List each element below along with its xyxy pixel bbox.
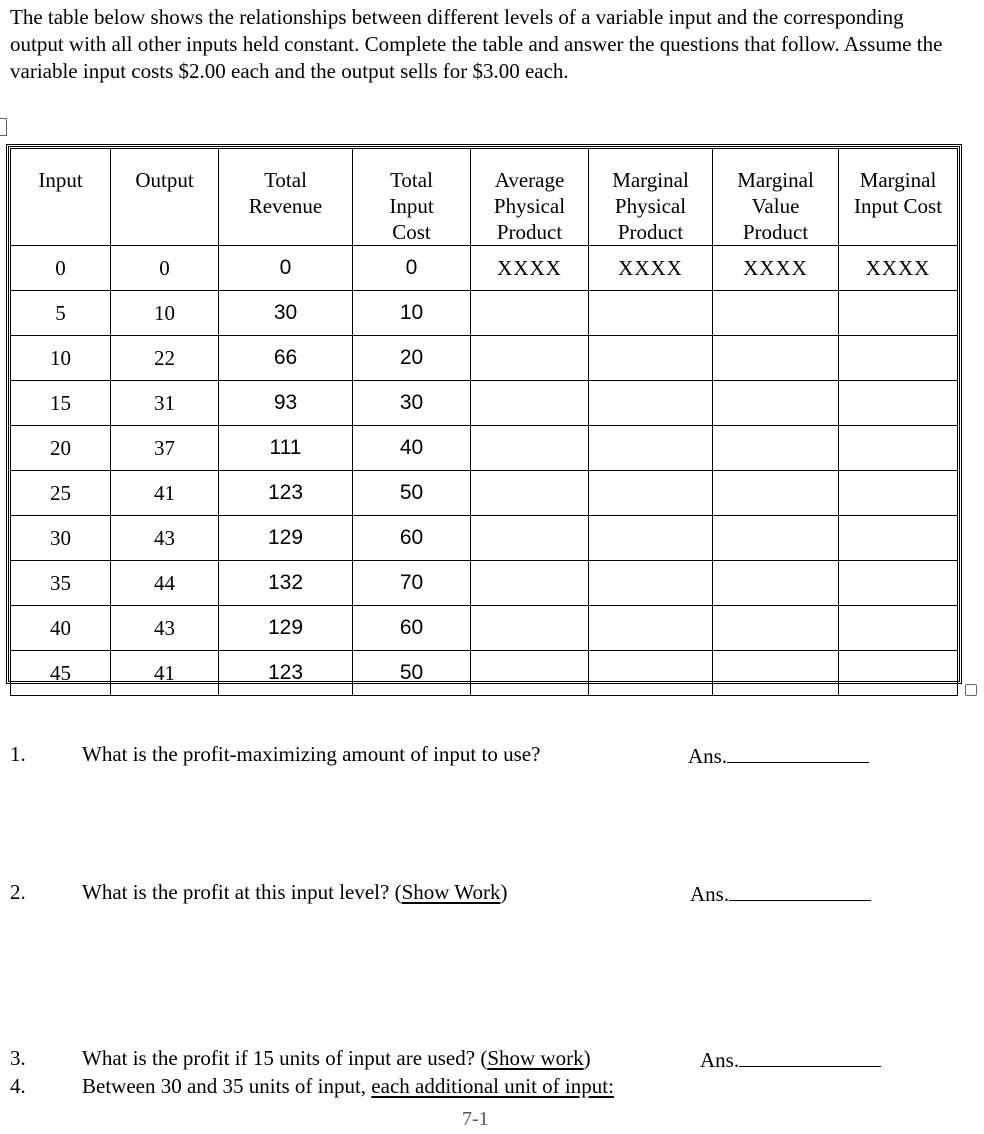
table-cell: 0 <box>11 246 111 291</box>
table-cell: 30 <box>353 381 471 426</box>
table-cell: 31 <box>111 381 219 426</box>
table-cell: 129 <box>219 606 353 651</box>
table-cell: 43 <box>111 516 219 561</box>
question-number: 4. <box>10 1074 26 1098</box>
question-text-part: Between 30 and 35 units of input, <box>82 1074 372 1098</box>
table-cell: 10 <box>111 291 219 336</box>
table-cell: 0 <box>219 246 353 291</box>
question-text <box>82 880 507 905</box>
table-row <box>11 471 958 516</box>
table-cell: 132 <box>219 561 353 606</box>
blank-answer-cell[interactable] <box>713 426 839 471</box>
blank-answer-cell[interactable] <box>839 516 958 561</box>
blank-answer-cell[interactable] <box>839 426 958 471</box>
blank-answer-cell[interactable] <box>839 606 958 651</box>
table-cell: 129 <box>219 516 353 561</box>
answer-label: Ans. <box>688 744 728 768</box>
table-cell: XXXX <box>713 246 839 291</box>
blank-answer-cell[interactable] <box>839 471 958 516</box>
blank-answer-cell[interactable] <box>713 606 839 651</box>
column-header: Marginal Input Cost <box>839 149 958 246</box>
question-text-part: ) <box>583 1046 591 1070</box>
blank-answer-cell[interactable] <box>589 516 713 561</box>
column-header: Total Revenue <box>219 149 353 246</box>
table-cell: 35 <box>11 561 111 606</box>
input-output-table <box>6 144 962 684</box>
table-cell: 5 <box>11 291 111 336</box>
column-header: Input <box>11 149 111 246</box>
text-cursor-marker <box>0 118 7 136</box>
blank-answer-cell[interactable] <box>589 561 713 606</box>
table-row <box>11 246 958 291</box>
blank-answer-cell[interactable] <box>839 651 958 696</box>
blank-answer-cell[interactable] <box>589 336 713 381</box>
table-cell: 111 <box>219 426 353 471</box>
table-row <box>11 291 958 336</box>
blank-answer-cell[interactable] <box>471 561 589 606</box>
table-cell: 10 <box>11 336 111 381</box>
table-cell: 123 <box>219 651 353 696</box>
table-cell: 37 <box>111 426 219 471</box>
question-text-part: each additional unit of input: <box>371 1074 614 1098</box>
answer-field[interactable] <box>688 742 869 769</box>
table-resize-handle[interactable] <box>965 684 977 696</box>
blank-answer-cell[interactable] <box>713 516 839 561</box>
table-cell: 40 <box>353 426 471 471</box>
answer-blank[interactable] <box>739 1046 881 1067</box>
question-text-part: What is the profit if 15 units of input are used? ( <box>82 1046 488 1070</box>
table-cell: 66 <box>219 336 353 381</box>
question-text-part: What is the profit at this input level? ( <box>82 880 402 904</box>
answer-field[interactable] <box>700 1046 881 1073</box>
blank-answer-cell[interactable] <box>589 426 713 471</box>
table-cell: 20 <box>353 336 471 381</box>
question-text <box>82 1046 591 1071</box>
table-cell: 30 <box>219 291 353 336</box>
blank-answer-cell[interactable] <box>713 471 839 516</box>
blank-answer-cell[interactable] <box>471 606 589 651</box>
table-cell: 15 <box>11 381 111 426</box>
table-row <box>11 561 958 606</box>
column-header: Marginal Value Product <box>713 149 839 246</box>
blank-answer-cell[interactable] <box>471 651 589 696</box>
table-cell: 45 <box>11 651 111 696</box>
table-row <box>11 516 958 561</box>
column-header: Marginal Physical Product <box>589 149 713 246</box>
table-cell: 0 <box>353 246 471 291</box>
table-row <box>11 651 958 696</box>
question-number: 3. <box>10 1046 26 1070</box>
blank-answer-cell[interactable] <box>589 471 713 516</box>
blank-answer-cell[interactable] <box>839 291 958 336</box>
table-row <box>11 606 958 651</box>
blank-answer-cell[interactable] <box>713 651 839 696</box>
blank-answer-cell[interactable] <box>713 561 839 606</box>
table-cell: XXXX <box>471 246 589 291</box>
table-cell: 10 <box>353 291 471 336</box>
page-number: 7-1 <box>462 1108 489 1130</box>
answer-label: Ans. <box>700 1048 740 1072</box>
table-cell: 30 <box>11 516 111 561</box>
blank-answer-cell[interactable] <box>839 561 958 606</box>
blank-answer-cell[interactable] <box>471 426 589 471</box>
column-header: Output <box>111 149 219 246</box>
blank-answer-cell[interactable] <box>839 381 958 426</box>
blank-answer-cell[interactable] <box>471 471 589 516</box>
table-cell: 40 <box>11 606 111 651</box>
table-cell: 41 <box>111 651 219 696</box>
blank-answer-cell[interactable] <box>471 336 589 381</box>
column-header: Average Physical Product <box>471 149 589 246</box>
blank-answer-cell[interactable] <box>589 651 713 696</box>
table-cell: 43 <box>111 606 219 651</box>
table-cell: XXXX <box>839 246 958 291</box>
show-work-note: Show Work <box>401 880 501 904</box>
table-cell: 20 <box>11 426 111 471</box>
table-row <box>11 336 958 381</box>
question-text: What is the profit-maximizing amount of input to use? <box>82 742 541 766</box>
blank-answer-cell[interactable] <box>713 291 839 336</box>
blank-answer-cell[interactable] <box>471 381 589 426</box>
table-row <box>11 381 958 426</box>
table-cell: 44 <box>111 561 219 606</box>
table-cell: 50 <box>353 651 471 696</box>
blank-answer-cell[interactable] <box>589 291 713 336</box>
answer-label: Ans. <box>690 882 730 906</box>
blank-answer-cell[interactable] <box>589 381 713 426</box>
table-cell: 93 <box>219 381 353 426</box>
blank-answer-cell[interactable] <box>471 291 589 336</box>
answer-blank[interactable] <box>727 742 869 763</box>
intro-paragraph: The table below shows the relationships between different levels of a variable input and the corresponding output with all other inputs held constant. Complete the table and answer the questions that follow. Assume the variable input costs $2.00 each and the output sells for $3.00 each. <box>10 5 943 83</box>
table-cell: 50 <box>353 471 471 516</box>
blank-answer-cell[interactable] <box>589 606 713 651</box>
table-cell: 25 <box>11 471 111 516</box>
table-cell: 60 <box>353 606 471 651</box>
blank-answer-cell[interactable] <box>839 336 958 381</box>
answer-blank[interactable] <box>729 880 871 901</box>
table-row <box>11 426 958 471</box>
question-text-part: ) <box>500 880 508 904</box>
question-text <box>82 1074 614 1099</box>
table-cell: 22 <box>111 336 219 381</box>
answer-field[interactable] <box>690 880 871 907</box>
blank-answer-cell[interactable] <box>713 381 839 426</box>
table-cell: 123 <box>219 471 353 516</box>
question-number: 1. <box>10 742 26 766</box>
table-cell: 70 <box>353 561 471 606</box>
blank-answer-cell[interactable] <box>471 516 589 561</box>
table-cell: 60 <box>353 516 471 561</box>
show-work-note: Show work <box>487 1046 584 1070</box>
column-header: Total Input Cost <box>353 149 471 246</box>
table-cell: 0 <box>111 246 219 291</box>
table-cell: 41 <box>111 471 219 516</box>
blank-answer-cell[interactable] <box>713 336 839 381</box>
table-cell: XXXX <box>589 246 713 291</box>
question-number: 2. <box>10 880 26 904</box>
